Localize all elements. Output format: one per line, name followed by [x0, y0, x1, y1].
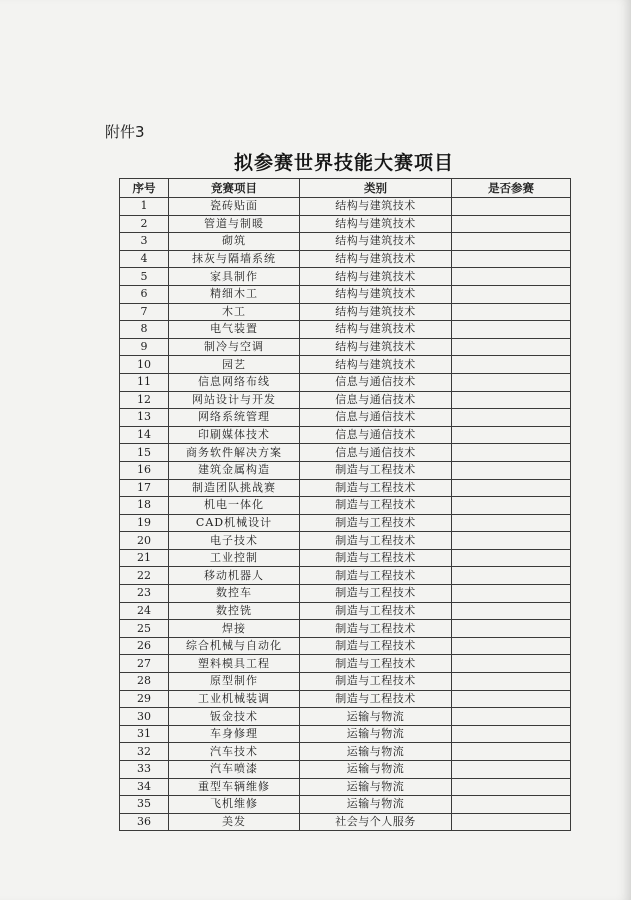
cell-category: 运输与物流 — [300, 761, 452, 779]
table-row — [120, 655, 571, 673]
cell-no: 35 — [120, 796, 169, 814]
table-row — [120, 356, 571, 374]
cell-category: 运输与物流 — [300, 743, 452, 761]
cell-participate — [452, 198, 571, 216]
cell-no: 2 — [120, 215, 169, 233]
table-row — [120, 620, 571, 638]
cell-no: 20 — [120, 532, 169, 550]
cell-participate — [452, 813, 571, 831]
cell-no: 15 — [120, 444, 169, 462]
cell-participate — [452, 796, 571, 814]
cell-name: CAD机械设计 — [169, 514, 300, 532]
cell-name: 机电一体化 — [169, 497, 300, 515]
table-row — [120, 532, 571, 550]
cell-no: 5 — [120, 268, 169, 286]
table-row — [120, 708, 571, 726]
cell-category: 结构与建筑技术 — [300, 285, 452, 303]
cell-participate — [452, 250, 571, 268]
cell-participate — [452, 708, 571, 726]
cell-category: 信息与通信技术 — [300, 409, 452, 427]
table-row — [120, 268, 571, 286]
cell-name: 美发 — [169, 813, 300, 831]
cell-no: 36 — [120, 813, 169, 831]
cell-participate — [452, 743, 571, 761]
cell-category: 结构与建筑技术 — [300, 268, 452, 286]
table-row — [120, 778, 571, 796]
cell-no: 8 — [120, 321, 169, 339]
cell-category: 信息与通信技术 — [300, 444, 452, 462]
cell-participate — [452, 338, 571, 356]
cell-no: 1 — [120, 198, 169, 216]
cell-participate — [452, 409, 571, 427]
cell-category: 制造与工程技术 — [300, 532, 452, 550]
cell-name: 重型车辆维修 — [169, 778, 300, 796]
table-row — [120, 426, 571, 444]
cell-name: 抹灰与隔墙系统 — [169, 250, 300, 268]
cell-name: 综合机械与自动化 — [169, 637, 300, 655]
cell-participate — [452, 585, 571, 603]
cell-category: 制造与工程技术 — [300, 497, 452, 515]
cell-name: 木工 — [169, 303, 300, 321]
cell-no: 18 — [120, 497, 169, 515]
table-header-row — [120, 179, 571, 198]
cell-category: 结构与建筑技术 — [300, 338, 452, 356]
cell-participate — [452, 655, 571, 673]
cell-name: 原型制作 — [169, 673, 300, 691]
cell-participate — [452, 233, 571, 251]
cell-no: 10 — [120, 356, 169, 374]
cell-participate — [452, 321, 571, 339]
cell-participate — [452, 215, 571, 233]
cell-name: 商务软件解决方案 — [169, 444, 300, 462]
cell-no: 4 — [120, 250, 169, 268]
cell-participate — [452, 761, 571, 779]
table-row — [120, 743, 571, 761]
cell-name: 电子技术 — [169, 532, 300, 550]
cell-participate — [452, 461, 571, 479]
table-row — [120, 514, 571, 532]
cell-name: 制冷与空调 — [169, 338, 300, 356]
cell-no: 27 — [120, 655, 169, 673]
table-row — [120, 725, 571, 743]
cell-name: 工业机械装调 — [169, 690, 300, 708]
cell-name: 印刷媒体技术 — [169, 426, 300, 444]
cell-category: 结构与建筑技术 — [300, 233, 452, 251]
cell-participate — [452, 373, 571, 391]
cell-category: 运输与物流 — [300, 778, 452, 796]
table-row — [120, 250, 571, 268]
table-row — [120, 673, 571, 691]
cell-category: 制造与工程技术 — [300, 655, 452, 673]
table-row — [120, 285, 571, 303]
table-body — [120, 198, 571, 831]
table-row — [120, 602, 571, 620]
cell-participate — [452, 602, 571, 620]
cell-participate — [452, 285, 571, 303]
cell-participate — [452, 444, 571, 462]
table-row — [120, 391, 571, 409]
table-row — [120, 338, 571, 356]
table-row — [120, 461, 571, 479]
cell-name: 工业控制 — [169, 549, 300, 567]
cell-name: 数控铣 — [169, 602, 300, 620]
cell-participate — [452, 690, 571, 708]
cell-no: 22 — [120, 567, 169, 585]
cell-name: 管道与制暖 — [169, 215, 300, 233]
cell-name: 汽车喷漆 — [169, 761, 300, 779]
cell-no: 19 — [120, 514, 169, 532]
cell-category: 结构与建筑技术 — [300, 250, 452, 268]
cell-category: 制造与工程技术 — [300, 514, 452, 532]
table-row — [120, 796, 571, 814]
cell-participate — [452, 673, 571, 691]
cell-no: 11 — [120, 373, 169, 391]
cell-name: 塑料模具工程 — [169, 655, 300, 673]
cell-name: 砌筑 — [169, 233, 300, 251]
cell-participate — [452, 303, 571, 321]
header-participate: 是否参赛 — [452, 179, 571, 198]
cell-name: 钣金技术 — [169, 708, 300, 726]
cell-no: 34 — [120, 778, 169, 796]
cell-category: 信息与通信技术 — [300, 426, 452, 444]
cell-category: 结构与建筑技术 — [300, 198, 452, 216]
cell-category: 制造与工程技术 — [300, 637, 452, 655]
cell-no: 14 — [120, 426, 169, 444]
cell-participate — [452, 391, 571, 409]
cell-name: 电气装置 — [169, 321, 300, 339]
table-row — [120, 444, 571, 462]
cell-no: 31 — [120, 725, 169, 743]
cell-category: 运输与物流 — [300, 708, 452, 726]
cell-no: 7 — [120, 303, 169, 321]
cell-category: 社会与个人服务 — [300, 813, 452, 831]
cell-participate — [452, 514, 571, 532]
cell-category: 结构与建筑技术 — [300, 215, 452, 233]
cell-category: 信息与通信技术 — [300, 373, 452, 391]
table-row — [120, 409, 571, 427]
cell-no: 13 — [120, 409, 169, 427]
cell-participate — [452, 620, 571, 638]
cell-name: 车身修理 — [169, 725, 300, 743]
cell-name: 移动机器人 — [169, 567, 300, 585]
cell-participate — [452, 268, 571, 286]
cell-participate — [452, 567, 571, 585]
cell-category: 结构与建筑技术 — [300, 356, 452, 374]
cell-category: 结构与建筑技术 — [300, 321, 452, 339]
cell-category: 结构与建筑技术 — [300, 303, 452, 321]
cell-participate — [452, 479, 571, 497]
header-name: 竞赛项目 — [169, 179, 300, 198]
cell-no: 25 — [120, 620, 169, 638]
table-row — [120, 813, 571, 831]
cell-participate — [452, 497, 571, 515]
cell-no: 28 — [120, 673, 169, 691]
cell-no: 30 — [120, 708, 169, 726]
table-row — [120, 321, 571, 339]
cell-name: 瓷砖贴面 — [169, 198, 300, 216]
cell-no: 21 — [120, 549, 169, 567]
table-row — [120, 198, 571, 216]
table-row — [120, 690, 571, 708]
header-no: 序号 — [120, 179, 169, 198]
cell-name: 精细木工 — [169, 285, 300, 303]
cell-no: 26 — [120, 637, 169, 655]
cell-category: 制造与工程技术 — [300, 479, 452, 497]
cell-name: 汽车技术 — [169, 743, 300, 761]
cell-name: 家具制作 — [169, 268, 300, 286]
cell-category: 制造与工程技术 — [300, 567, 452, 585]
table-row — [120, 549, 571, 567]
cell-name: 焊接 — [169, 620, 300, 638]
cell-category: 制造与工程技术 — [300, 602, 452, 620]
table-row — [120, 373, 571, 391]
cell-participate — [452, 637, 571, 655]
cell-no: 3 — [120, 233, 169, 251]
cell-name: 制造团队挑战赛 — [169, 479, 300, 497]
cell-no: 9 — [120, 338, 169, 356]
competition-table — [119, 178, 571, 831]
table-row — [120, 233, 571, 251]
cell-category: 制造与工程技术 — [300, 673, 452, 691]
document-title: 拟参赛世界技能大赛项目 — [233, 152, 454, 174]
table-row — [120, 479, 571, 497]
attachment-label: 附件3 — [105, 123, 145, 141]
cell-participate — [452, 725, 571, 743]
cell-category: 运输与物流 — [300, 796, 452, 814]
cell-name: 飞机维修 — [169, 796, 300, 814]
table-row — [120, 215, 571, 233]
table-row — [120, 585, 571, 603]
cell-no: 23 — [120, 585, 169, 603]
cell-participate — [452, 426, 571, 444]
table-row — [120, 567, 571, 585]
cell-no: 33 — [120, 761, 169, 779]
cell-name: 数控车 — [169, 585, 300, 603]
cell-category: 制造与工程技术 — [300, 585, 452, 603]
cell-category: 运输与物流 — [300, 725, 452, 743]
cell-name: 园艺 — [169, 356, 300, 374]
table-row — [120, 761, 571, 779]
cell-name: 网站设计与开发 — [169, 391, 300, 409]
cell-category: 制造与工程技术 — [300, 620, 452, 638]
cell-participate — [452, 549, 571, 567]
cell-no: 32 — [120, 743, 169, 761]
cell-category: 制造与工程技术 — [300, 690, 452, 708]
cell-category: 信息与通信技术 — [300, 391, 452, 409]
table-row — [120, 303, 571, 321]
cell-no: 29 — [120, 690, 169, 708]
table-row — [120, 637, 571, 655]
cell-name: 建筑金属构造 — [169, 461, 300, 479]
cell-no: 6 — [120, 285, 169, 303]
cell-participate — [452, 778, 571, 796]
cell-participate — [452, 356, 571, 374]
cell-no: 12 — [120, 391, 169, 409]
cell-no: 17 — [120, 479, 169, 497]
cell-no: 16 — [120, 461, 169, 479]
cell-no: 24 — [120, 602, 169, 620]
table-row — [120, 497, 571, 515]
cell-participate — [452, 532, 571, 550]
cell-category: 制造与工程技术 — [300, 461, 452, 479]
header-category: 类别 — [300, 179, 452, 198]
cell-category: 制造与工程技术 — [300, 549, 452, 567]
cell-name: 信息网络布线 — [169, 373, 300, 391]
cell-name: 网络系统管理 — [169, 409, 300, 427]
